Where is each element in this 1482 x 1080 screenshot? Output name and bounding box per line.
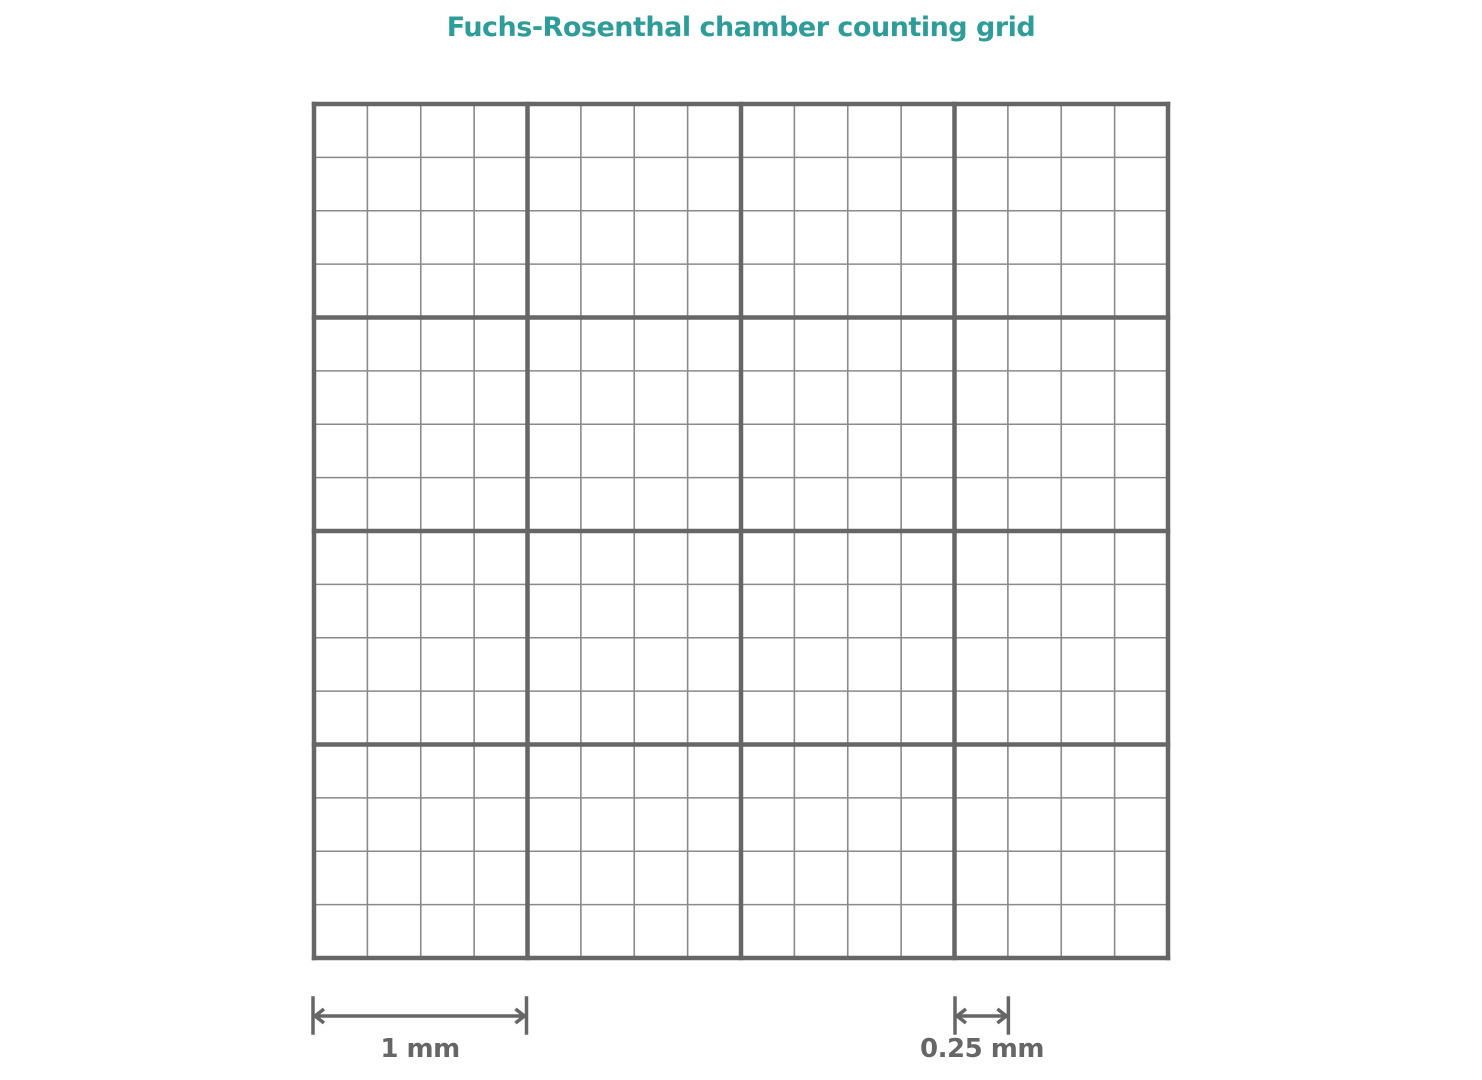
scale-label-1mm: 1 mm — [380, 1034, 460, 1064]
diagram-title: Fuchs-Rosenthal chamber counting grid — [446, 12, 1036, 43]
scale-label-025mm: 0.25 mm — [920, 1034, 1044, 1064]
thick-grid-lines — [314, 104, 1168, 958]
scale-bar-1mm — [313, 998, 527, 1033]
scale-bar-025mm — [955, 998, 1008, 1033]
